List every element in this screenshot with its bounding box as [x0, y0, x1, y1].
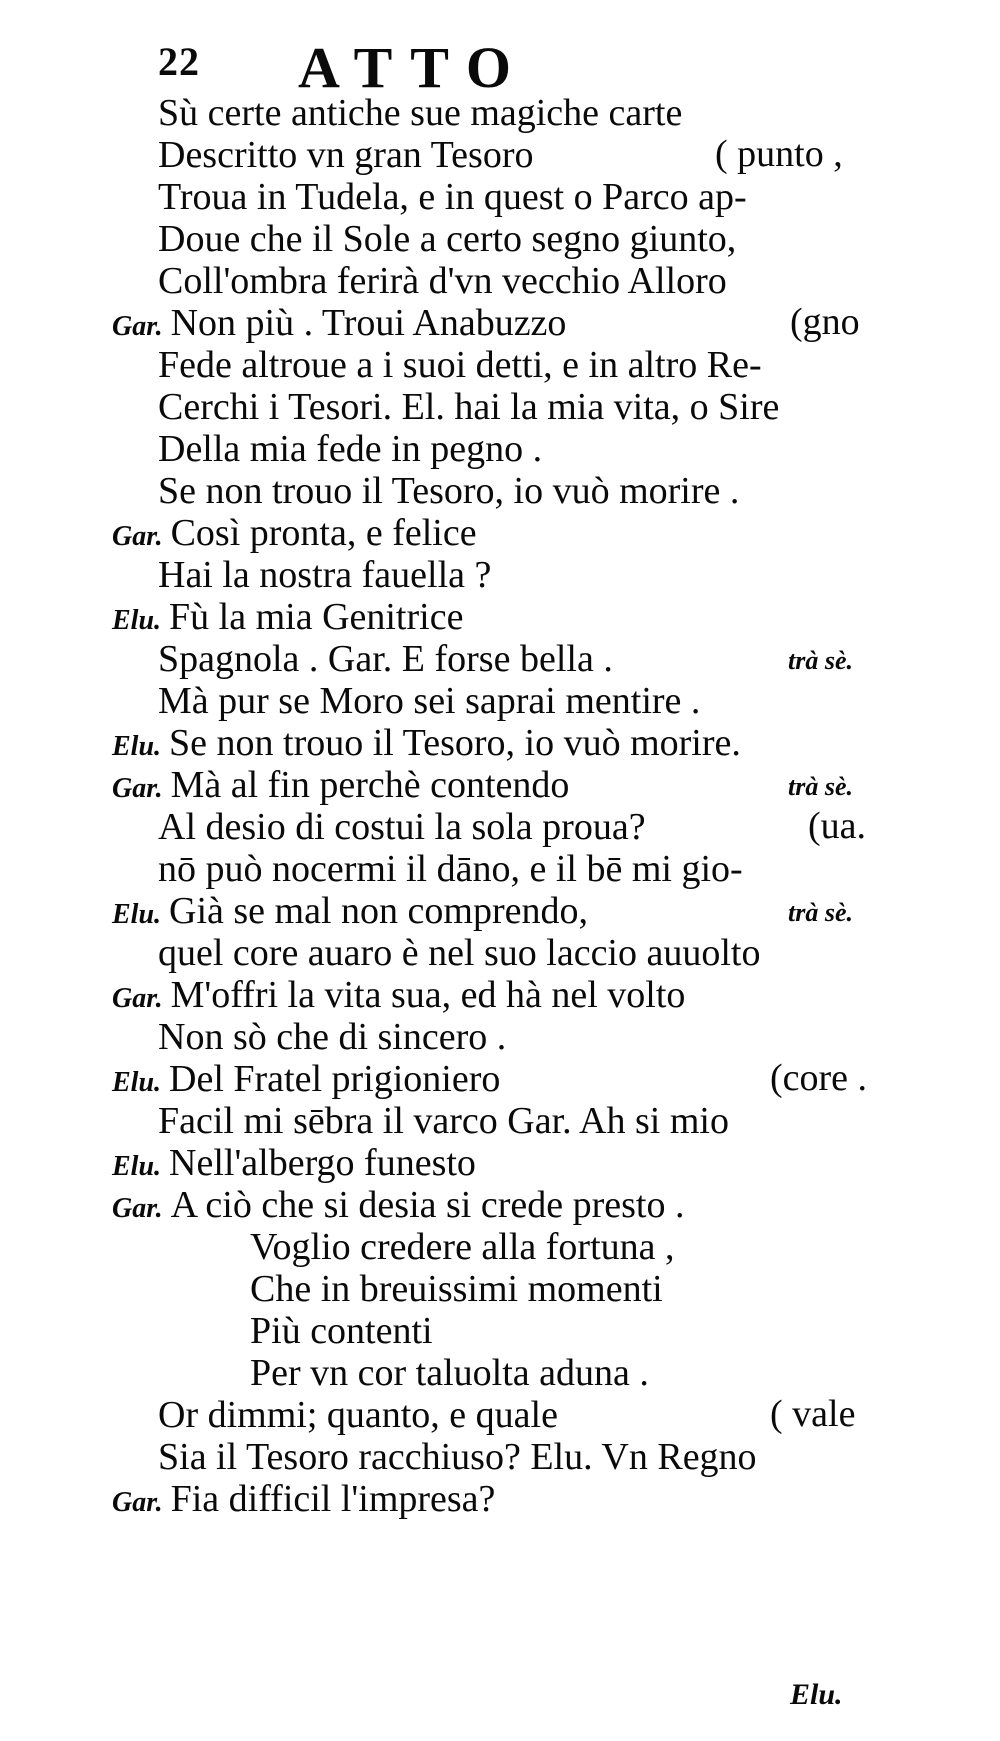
- speaker-label: Gar.: [112, 983, 163, 1014]
- line-text: Al desio di costui la sola proua?: [158, 806, 646, 848]
- verse-line: [250, 1308, 433, 1354]
- speaker-label: Elu.: [112, 899, 162, 930]
- speaker-label: Elu.: [112, 1067, 162, 1098]
- line-text: Del Fratel prigioniero: [169, 1058, 501, 1100]
- verse-line: [250, 1350, 649, 1396]
- line-text: Non più . Troui Anabuzzo: [170, 302, 567, 344]
- stage-direction-aside: trà sè.: [788, 898, 853, 927]
- verse-line: [112, 888, 588, 934]
- line-overflow: (ua.: [808, 805, 867, 847]
- verse-line: [112, 762, 569, 808]
- speaker-label: Elu.: [112, 1151, 162, 1182]
- line-text: Mà al fin perchè contendo: [170, 764, 570, 806]
- line-text: Non sò che di sincero .: [158, 1016, 507, 1058]
- line-overflow: (core .: [770, 1057, 868, 1099]
- line-text: Troua in Tudela, e in quest o Parco ap-: [158, 176, 747, 218]
- verse-line: [158, 342, 762, 388]
- line-text: Cerchi i Tesori. El. hai la mia vita, o Sire: [158, 386, 780, 428]
- verse-line: [158, 216, 736, 262]
- verse-line: [158, 1098, 729, 1144]
- stage-direction-aside: trà sè.: [788, 646, 853, 675]
- page-header: [158, 35, 718, 100]
- catchword: Elu.: [790, 1678, 843, 1711]
- verse-line: [250, 1266, 663, 1312]
- page-number: 22: [158, 39, 200, 84]
- line-overflow: ( vale: [770, 1393, 856, 1435]
- verse-line: [158, 132, 534, 178]
- speaker-label: Gar.: [112, 521, 163, 552]
- speaker-label: Gar.: [112, 1193, 163, 1224]
- line-text: Sia il Tesoro racchiuso? Elu. Vn Regno: [158, 1436, 757, 1478]
- verse-line: [112, 720, 741, 766]
- verse-line: [112, 972, 685, 1018]
- verse-line: [158, 384, 779, 430]
- speaker-label: Gar.: [112, 311, 163, 342]
- line-text: Se non trouo il Tesoro, io vuò morire .: [158, 470, 740, 512]
- verse-line: [158, 468, 739, 514]
- verse-line: [158, 90, 682, 136]
- speaker-label: Elu.: [112, 731, 162, 762]
- verse-line: [112, 1056, 500, 1102]
- verse-line: [158, 426, 542, 472]
- line-text: Voglio credere alla fortuna ,: [250, 1226, 675, 1268]
- verse-line: [158, 930, 760, 976]
- line-text: Che in breuissimi momenti: [250, 1268, 663, 1310]
- line-overflow: (gno: [790, 301, 860, 343]
- line-overflow: ( punto ,: [715, 133, 843, 175]
- line-text: nō può nocermi il dāno, e il bē mi gio-: [158, 848, 743, 890]
- line-text: Più contenti: [250, 1310, 433, 1352]
- verse-line: [112, 1140, 476, 1186]
- line-text: Or dimmi; quanto, e quale: [158, 1394, 558, 1436]
- line-text: Così pronta, e felice: [170, 512, 477, 554]
- speaker-label: Elu.: [112, 605, 162, 636]
- verse-line: [112, 1182, 684, 1228]
- line-text: Già se mal non comprendo,: [169, 890, 588, 932]
- verse-line: [158, 1014, 506, 1060]
- verse-line: [158, 678, 700, 724]
- verse-line: [112, 510, 477, 556]
- line-text: Coll'ombra ferirà d'vn vecchio Alloro: [158, 260, 727, 302]
- line-text: Facil mi sēbra il varco Gar. Ah si mio: [158, 1100, 729, 1142]
- line-text: Fia difficil l'impresa?: [170, 1478, 496, 1520]
- verse-line: [158, 804, 646, 850]
- verse-line: [250, 1224, 675, 1270]
- verse-line: [112, 1476, 495, 1522]
- line-text: Fede altroue a i suoi detti, e in altro Re-: [158, 344, 762, 386]
- line-text: Della mia fede in pegno .: [158, 428, 543, 470]
- stage-direction-aside: trà sè.: [788, 772, 853, 801]
- verse-line: [158, 258, 727, 304]
- line-text: Per vn cor taluolta aduna .: [250, 1352, 649, 1394]
- verse-line: [112, 300, 566, 346]
- line-text: Doue che il Sole a certo segno giunto,: [158, 218, 737, 260]
- line-text: A ciò che si desia si crede presto .: [170, 1184, 685, 1226]
- running-head: ATTO: [298, 35, 530, 100]
- verse-line: [112, 594, 463, 640]
- line-text: Descritto vn gran Tesoro: [158, 134, 534, 176]
- line-text: Sù certe antiche sue magiche carte: [158, 92, 683, 134]
- line-text: Mà pur se Moro sei saprai mentire .: [158, 680, 701, 722]
- verse-line: [158, 552, 491, 598]
- verse-line: [158, 636, 613, 682]
- line-text: M'offri la vita sua, ed hà nel volto: [170, 974, 686, 1016]
- speaker-label: Gar.: [112, 1487, 163, 1518]
- verse-line: [158, 1392, 558, 1438]
- line-text: Se non trouo il Tesoro, io vuò morire.: [169, 722, 741, 764]
- line-text: Nell'albergo funesto: [169, 1142, 476, 1184]
- line-text: Hai la nostra fauella ?: [158, 554, 492, 596]
- line-text: quel core auaro è nel suo laccio auuolto: [158, 932, 761, 974]
- line-text: Spagnola . Gar. E forse bella .: [158, 638, 613, 680]
- verse-line: [158, 174, 747, 220]
- verse-line: [158, 1434, 757, 1480]
- speaker-label: Gar.: [112, 773, 163, 804]
- verse-line: [158, 846, 743, 892]
- line-text: Fù la mia Genitrice: [169, 596, 464, 638]
